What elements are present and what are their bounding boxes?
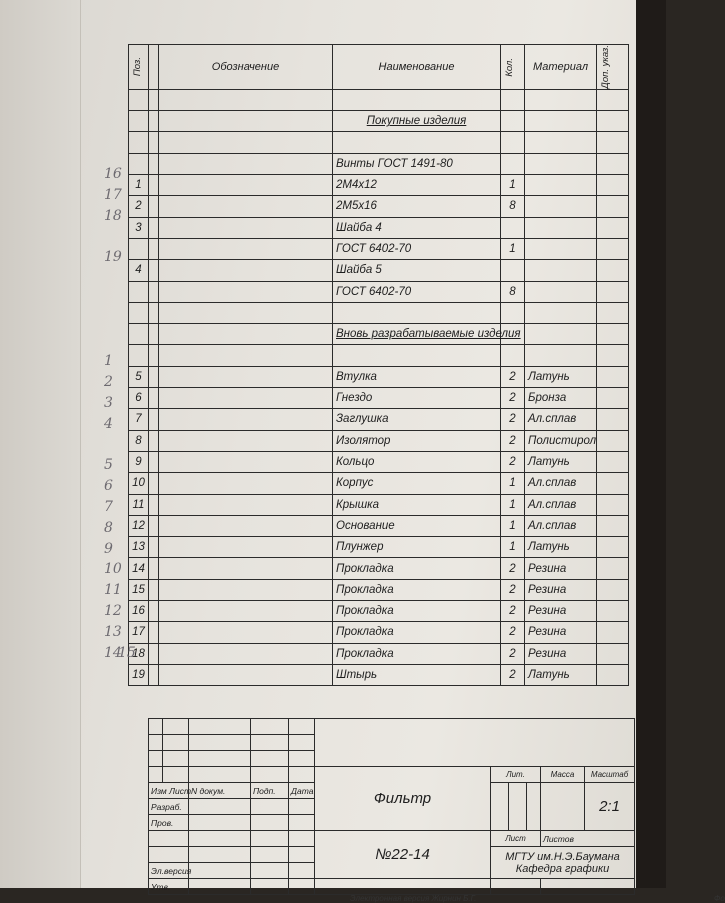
empty-row bbox=[129, 132, 629, 153]
material-cell: Ал.сплав bbox=[525, 515, 597, 536]
qty-cell: 2 bbox=[501, 430, 525, 451]
name-cell: Прокладка bbox=[333, 600, 501, 621]
gap-cell bbox=[149, 664, 159, 685]
designation-cell bbox=[159, 537, 333, 558]
empty-cell bbox=[597, 111, 629, 132]
table-row bbox=[129, 175, 629, 196]
izm-list-label: Изм Лист bbox=[149, 783, 189, 799]
name-cell: 2M4x12 bbox=[333, 175, 501, 196]
note-cell bbox=[597, 579, 629, 600]
qty-cell: 8 bbox=[501, 281, 525, 302]
qty-cell: 1 bbox=[501, 537, 525, 558]
empty-cell bbox=[525, 302, 597, 323]
gap-cell bbox=[149, 238, 159, 259]
empty-row bbox=[129, 345, 629, 366]
gap-cell bbox=[149, 366, 159, 387]
doc-number: №22-14 bbox=[315, 831, 491, 879]
qty-cell: 1 bbox=[501, 175, 525, 196]
position-cell: 8 bbox=[129, 430, 149, 451]
elversia-label: Эл.версия bbox=[149, 863, 189, 879]
empty-cell bbox=[333, 89, 501, 110]
designation-cell bbox=[159, 622, 333, 643]
name-cell: Втулка bbox=[333, 366, 501, 387]
material-cell: Резина bbox=[525, 622, 597, 643]
material-cell: Латунь bbox=[525, 451, 597, 472]
note-cell bbox=[597, 153, 629, 174]
ndokum-label: N докум. bbox=[189, 783, 251, 799]
position-cell: 13 bbox=[129, 537, 149, 558]
designation-cell bbox=[159, 153, 333, 174]
designation-cell bbox=[159, 366, 333, 387]
material-cell: Ал.сплав bbox=[525, 473, 597, 494]
note-cell bbox=[597, 175, 629, 196]
header-pos: Поз. bbox=[129, 45, 149, 90]
name-cell: Прокладка bbox=[333, 579, 501, 600]
gap-cell bbox=[149, 473, 159, 494]
designation-cell bbox=[159, 515, 333, 536]
empty-cell bbox=[597, 89, 629, 110]
designation-cell bbox=[159, 494, 333, 515]
scale-value: 2:1 bbox=[585, 783, 635, 831]
material-cell bbox=[525, 175, 597, 196]
table-row bbox=[129, 196, 629, 217]
name-cell: ГОСТ 6402-70 bbox=[333, 238, 501, 259]
table-row bbox=[129, 473, 629, 494]
position-cell: 4 bbox=[129, 260, 149, 281]
position-cell: 12 bbox=[129, 515, 149, 536]
designation-cell bbox=[159, 579, 333, 600]
prov-label: Пров. bbox=[149, 815, 189, 831]
table-row bbox=[129, 366, 629, 387]
folded-page bbox=[0, 0, 81, 888]
handwritten-number: 10 bbox=[104, 561, 122, 578]
designation-cell bbox=[159, 451, 333, 472]
name-cell: Шайба 4 bbox=[333, 217, 501, 238]
designation-cell bbox=[159, 664, 333, 685]
position-cell: 11 bbox=[129, 494, 149, 515]
note-cell bbox=[597, 366, 629, 387]
data-label: Дата bbox=[289, 783, 315, 799]
note-cell bbox=[597, 494, 629, 515]
empty-cell bbox=[129, 89, 149, 110]
table-row bbox=[129, 388, 629, 409]
qty-cell: 2 bbox=[501, 600, 525, 621]
position-cell: 18 bbox=[129, 643, 149, 664]
empty-cell bbox=[129, 111, 149, 132]
handwritten-number: 19 bbox=[104, 249, 122, 266]
position-cell: 1 bbox=[129, 175, 149, 196]
qty-cell: 2 bbox=[501, 451, 525, 472]
empty-cell bbox=[333, 302, 501, 323]
empty-cell bbox=[159, 89, 333, 110]
empty-cell bbox=[129, 302, 149, 323]
name-cell: Заглушка bbox=[333, 409, 501, 430]
gap-cell bbox=[149, 430, 159, 451]
empty-cell bbox=[149, 324, 159, 345]
note-cell bbox=[597, 238, 629, 259]
gap-cell bbox=[149, 217, 159, 238]
position-cell: 2 bbox=[129, 196, 149, 217]
empty-cell bbox=[525, 324, 597, 345]
empty-cell bbox=[525, 132, 597, 153]
name-cell: Прокладка bbox=[333, 643, 501, 664]
empty-row bbox=[129, 89, 629, 110]
handwritten-number: 16 bbox=[104, 166, 122, 183]
empty-cell bbox=[149, 111, 159, 132]
gap-cell bbox=[149, 175, 159, 196]
qty-cell: 2 bbox=[501, 388, 525, 409]
empty-cell bbox=[501, 132, 525, 153]
qty-cell: 8 bbox=[501, 196, 525, 217]
handwritten-number: 1 bbox=[104, 353, 113, 370]
table-row bbox=[129, 643, 629, 664]
handwritten-number: 11 bbox=[104, 582, 122, 599]
handwritten-number: 4 bbox=[104, 415, 113, 432]
position-cell: 17 bbox=[129, 622, 149, 643]
position-cell bbox=[129, 238, 149, 259]
note-cell bbox=[597, 515, 629, 536]
position-cell: 7 bbox=[129, 409, 149, 430]
material-cell: Латунь bbox=[525, 537, 597, 558]
name-cell: Прокладка bbox=[333, 622, 501, 643]
material-cell: Бронза bbox=[525, 388, 597, 409]
table-row bbox=[129, 622, 629, 643]
section-title: Вновь разрабатываемые изделия bbox=[333, 324, 501, 345]
note-cell bbox=[597, 281, 629, 302]
position-cell: 10 bbox=[129, 473, 149, 494]
sheets-label: Листов bbox=[541, 831, 635, 847]
material-cell: Ал.сплав bbox=[525, 409, 597, 430]
empty-cell bbox=[159, 302, 333, 323]
podp-label: Подп. bbox=[251, 783, 289, 799]
gap-cell bbox=[149, 196, 159, 217]
section-row bbox=[129, 111, 629, 132]
name-cell: Крышка bbox=[333, 494, 501, 515]
note-cell bbox=[597, 622, 629, 643]
designation-cell bbox=[159, 388, 333, 409]
handwritten-number: 7 bbox=[104, 499, 113, 515]
material-cell: Ал.сплав bbox=[525, 494, 597, 515]
gap-cell bbox=[149, 600, 159, 621]
gap-cell bbox=[149, 558, 159, 579]
gap-cell bbox=[149, 388, 159, 409]
empty-cell bbox=[149, 302, 159, 323]
header-note: Доп. указ. bbox=[597, 45, 629, 90]
material-cell bbox=[525, 217, 597, 238]
gap-cell bbox=[149, 451, 159, 472]
qty-cell: 1 bbox=[501, 238, 525, 259]
material-cell bbox=[525, 260, 597, 281]
table-row bbox=[129, 579, 629, 600]
header-row bbox=[129, 45, 629, 90]
note-cell bbox=[597, 643, 629, 664]
material-cell: Латунь bbox=[525, 664, 597, 685]
empty-cell bbox=[333, 345, 501, 366]
table-row bbox=[129, 664, 629, 685]
position-cell bbox=[129, 153, 149, 174]
note-cell bbox=[597, 260, 629, 281]
name-cell: Основание bbox=[333, 515, 501, 536]
empty-cell bbox=[597, 302, 629, 323]
material-cell: Резина bbox=[525, 600, 597, 621]
empty-cell bbox=[597, 324, 629, 345]
material-cell bbox=[525, 281, 597, 302]
empty-cell bbox=[149, 345, 159, 366]
gap-cell bbox=[149, 153, 159, 174]
table-row bbox=[129, 409, 629, 430]
note-cell bbox=[597, 558, 629, 579]
utv-label: Утв. bbox=[149, 879, 189, 895]
section-title: Покупные изделия bbox=[333, 111, 501, 132]
gap-cell bbox=[149, 281, 159, 302]
table-row bbox=[129, 430, 629, 451]
table-row bbox=[129, 451, 629, 472]
gap-cell bbox=[149, 622, 159, 643]
empty-cell bbox=[525, 89, 597, 110]
table-row bbox=[129, 558, 629, 579]
name-cell: 2M5x16 bbox=[333, 196, 501, 217]
position-cell: 19 bbox=[129, 664, 149, 685]
empty-cell bbox=[525, 345, 597, 366]
position-cell bbox=[129, 281, 149, 302]
qty-cell bbox=[501, 217, 525, 238]
designation-cell bbox=[159, 196, 333, 217]
note-cell bbox=[597, 409, 629, 430]
material-cell: Резина bbox=[525, 643, 597, 664]
qty-cell: 2 bbox=[501, 643, 525, 664]
handwritten-number: 12 bbox=[104, 603, 122, 619]
note-cell bbox=[597, 217, 629, 238]
material-cell bbox=[525, 238, 597, 259]
name-cell: Прокладка bbox=[333, 558, 501, 579]
razrab-label: Разраб. bbox=[149, 799, 189, 815]
note-cell bbox=[597, 537, 629, 558]
specification-table bbox=[128, 44, 629, 686]
note-cell bbox=[597, 473, 629, 494]
gap-cell bbox=[149, 409, 159, 430]
empty-cell bbox=[129, 345, 149, 366]
product-name: Фильтр bbox=[315, 767, 491, 831]
table-row bbox=[129, 153, 629, 174]
handwritten-number: 5 bbox=[104, 457, 113, 474]
material-cell: Латунь bbox=[525, 366, 597, 387]
name-cell: Гнездо bbox=[333, 388, 501, 409]
designation-cell bbox=[159, 558, 333, 579]
handwritten-number: 17 bbox=[104, 187, 122, 203]
handwritten-number: 9 bbox=[104, 540, 113, 557]
designation-cell bbox=[159, 473, 333, 494]
qty-cell bbox=[501, 260, 525, 281]
org-line-2: Кафедра графики bbox=[515, 862, 610, 875]
designation-cell bbox=[159, 175, 333, 196]
qty-cell: 1 bbox=[501, 494, 525, 515]
empty-cell bbox=[525, 111, 597, 132]
name-cell: Шайба 5 bbox=[333, 260, 501, 281]
gap-cell bbox=[149, 515, 159, 536]
table-row bbox=[129, 260, 629, 281]
designation-cell bbox=[159, 217, 333, 238]
position-cell: 5 bbox=[129, 366, 149, 387]
mass-label: Масса bbox=[541, 767, 585, 783]
empty-cell bbox=[501, 89, 525, 110]
empty-cell bbox=[159, 111, 333, 132]
empty-cell bbox=[159, 324, 333, 345]
gap-cell bbox=[149, 643, 159, 664]
position-cell: 15 bbox=[129, 579, 149, 600]
note-cell bbox=[597, 196, 629, 217]
header-name: Наименование bbox=[333, 45, 501, 90]
material-cell bbox=[525, 196, 597, 217]
background-edge bbox=[636, 0, 666, 888]
empty-cell bbox=[501, 302, 525, 323]
gap-cell bbox=[149, 537, 159, 558]
designation-cell bbox=[159, 643, 333, 664]
name-cell: Штырь bbox=[333, 664, 501, 685]
qty-cell: 2 bbox=[501, 366, 525, 387]
table-row bbox=[129, 217, 629, 238]
footer-right: Фо bbox=[714, 894, 725, 903]
note-cell bbox=[597, 451, 629, 472]
empty-cell bbox=[159, 132, 333, 153]
empty-cell bbox=[129, 132, 149, 153]
qty-cell: 2 bbox=[501, 664, 525, 685]
handwritten-number: 2 bbox=[104, 374, 113, 391]
material-cell: Резина bbox=[525, 558, 597, 579]
position-cell: 6 bbox=[129, 388, 149, 409]
qty-cell bbox=[501, 153, 525, 174]
empty-cell bbox=[501, 111, 525, 132]
table-row bbox=[129, 515, 629, 536]
handwritten-number: 8 bbox=[104, 519, 113, 536]
name-cell: ГОСТ 6402-70 bbox=[333, 281, 501, 302]
name-cell: Плунжер bbox=[333, 537, 501, 558]
empty-cell bbox=[333, 132, 501, 153]
handwritten-number: 14 bbox=[104, 644, 122, 661]
designation-cell bbox=[159, 281, 333, 302]
handwritten-number: 18 bbox=[104, 207, 122, 224]
note-cell bbox=[597, 664, 629, 685]
empty-cell bbox=[149, 132, 159, 153]
handwritten-number: 15 bbox=[118, 644, 136, 661]
section-row bbox=[129, 324, 629, 345]
header-gap bbox=[149, 45, 159, 90]
handwritten-number: 6 bbox=[104, 478, 113, 495]
empty-cell bbox=[159, 345, 333, 366]
footer-text: Электронная версия Жирнин Б.Г. bbox=[350, 894, 477, 903]
header-designation: Обозначение bbox=[159, 45, 333, 90]
sheet-label: Лист bbox=[491, 831, 541, 847]
empty-cell bbox=[129, 324, 149, 345]
designation-cell bbox=[159, 260, 333, 281]
organization bbox=[491, 847, 635, 879]
material-cell: Резина bbox=[525, 579, 597, 600]
qty-cell: 2 bbox=[501, 622, 525, 643]
specification-sheet bbox=[104, 40, 725, 903]
empty-cell bbox=[597, 132, 629, 153]
name-cell: Изолятор bbox=[333, 430, 501, 451]
designation-cell bbox=[159, 430, 333, 451]
position-cell: 16 bbox=[129, 600, 149, 621]
note-cell bbox=[597, 600, 629, 621]
empty-cell bbox=[597, 345, 629, 366]
empty-cell bbox=[501, 345, 525, 366]
org-line-1: МГТУ им.Н.Э.Баумана bbox=[505, 850, 620, 863]
qty-cell: 2 bbox=[501, 558, 525, 579]
gap-cell bbox=[149, 260, 159, 281]
note-cell bbox=[597, 388, 629, 409]
position-cell: 3 bbox=[129, 217, 149, 238]
qty-cell: 2 bbox=[501, 409, 525, 430]
table-row bbox=[129, 537, 629, 558]
designation-cell bbox=[159, 600, 333, 621]
table-row bbox=[129, 600, 629, 621]
name-cell: Винты ГОСТ 1491-80 bbox=[333, 153, 501, 174]
header-qty: Кол. bbox=[501, 45, 525, 90]
designation-cell bbox=[159, 409, 333, 430]
table-row bbox=[129, 238, 629, 259]
note-cell bbox=[597, 430, 629, 451]
material-cell bbox=[525, 153, 597, 174]
table-row bbox=[129, 281, 629, 302]
specification-body bbox=[129, 89, 629, 685]
qty-cell: 2 bbox=[501, 579, 525, 600]
material-cell: Полистирол bbox=[525, 430, 597, 451]
designation-cell bbox=[159, 238, 333, 259]
gap-cell bbox=[149, 494, 159, 515]
header-material: Материал bbox=[525, 45, 597, 90]
handwritten-number: 3 bbox=[104, 395, 113, 411]
gap-cell bbox=[149, 579, 159, 600]
position-cell: 9 bbox=[129, 451, 149, 472]
position-cell: 14 bbox=[129, 558, 149, 579]
handwritten-number: 13 bbox=[104, 623, 122, 640]
qty-cell: 1 bbox=[501, 473, 525, 494]
table-row bbox=[129, 494, 629, 515]
name-cell: Корпус bbox=[333, 473, 501, 494]
empty-row bbox=[129, 302, 629, 323]
title-block bbox=[148, 718, 635, 895]
name-cell: Кольцо bbox=[333, 451, 501, 472]
qty-cell: 1 bbox=[501, 515, 525, 536]
scale-label: Масштаб bbox=[585, 767, 635, 783]
empty-cell bbox=[149, 89, 159, 110]
lit-label: Лит. bbox=[491, 767, 541, 783]
